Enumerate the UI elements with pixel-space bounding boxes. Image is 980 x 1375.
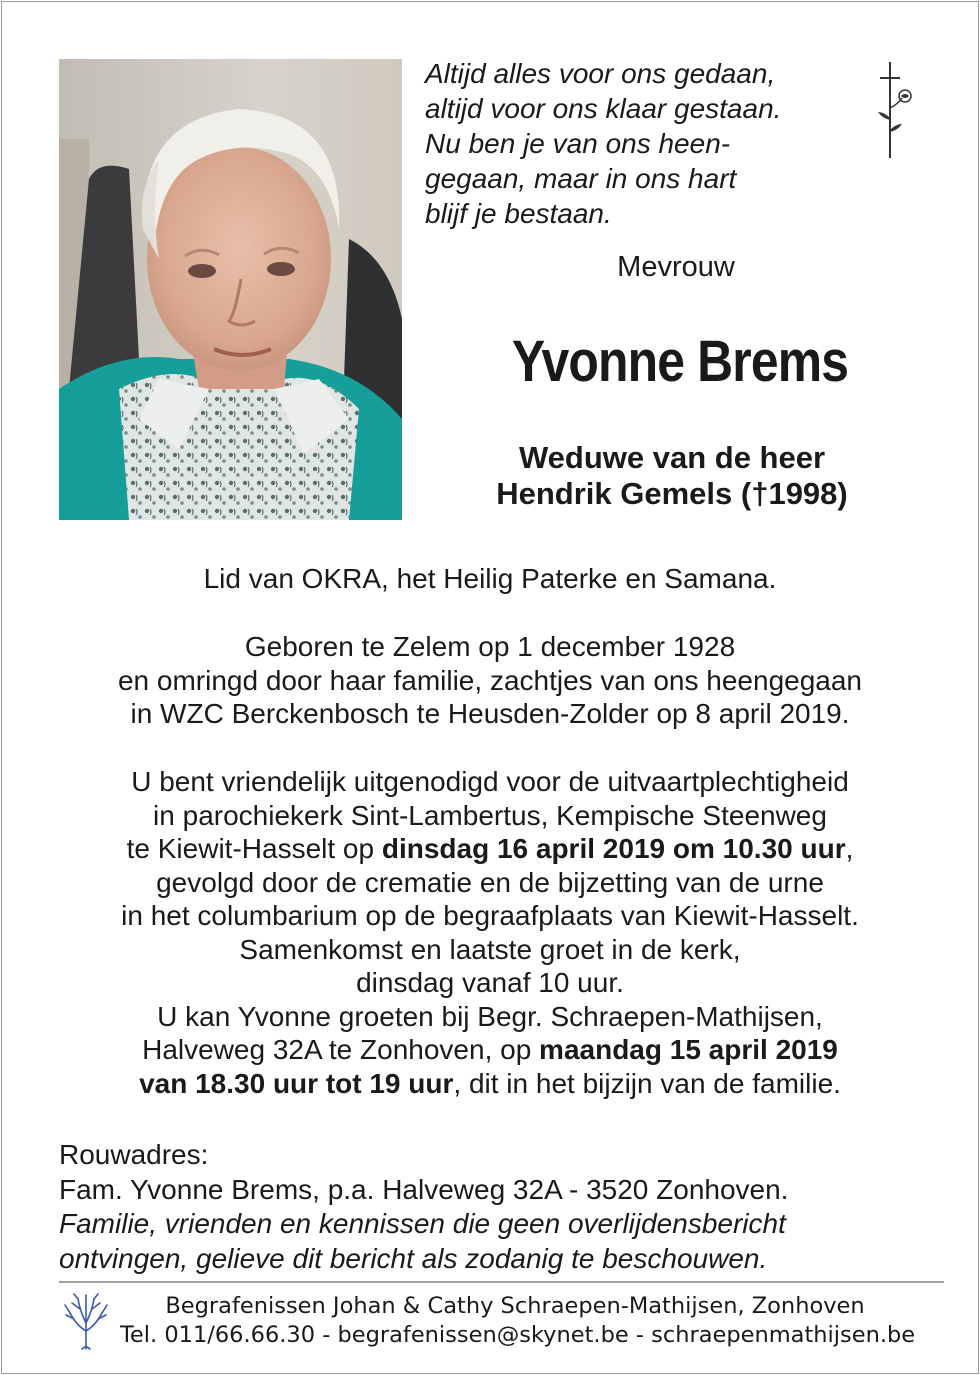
poem-line: Nu ben je van ons heen- — [425, 128, 731, 159]
ceremony-text-part: , dit in het bijzijn van de familie. — [453, 1067, 841, 1099]
address-line: Fam. Yvonne Brems, p.a. Halveweg 32A - 3520 Zonhoven. — [59, 1173, 789, 1205]
footer-divider — [59, 1281, 944, 1283]
address-note: Familie, vrienden en kennissen die geen overlijdensbericht — [59, 1208, 786, 1239]
funeral-home-contact: Tel. 011/66.66.30 - begrafenissen@skynet.be - schraepenmathijsen.be — [120, 1322, 916, 1348]
birth-death-text — [40, 630, 940, 731]
ceremony-line — [40, 1067, 940, 1101]
deceased-name: Yvonne Brems — [511, 329, 849, 394]
visitation-time: van 18.30 uur tot 19 uur — [139, 1067, 454, 1099]
portrait-photo — [59, 59, 402, 520]
ceremony-line — [40, 1033, 940, 1067]
ceremony-line: dinsdag vanaf 10 uur. — [356, 967, 624, 998]
ceremony-line: U kan Yvonne groeten bij Begr. Schraepen-Mathijsen, — [157, 1000, 823, 1032]
poem-line: blijf je bestaan. — [425, 198, 612, 229]
ceremony-line: in het columbarium op de begraafplaats van Kiewit-Hasselt. — [121, 900, 859, 931]
birth-line: in WZC Berckenbosch te Heusden-Zolder op 8 april 2019. — [130, 698, 850, 729]
ceremony-text — [40, 765, 940, 1100]
poem — [425, 56, 845, 231]
tree-logo-icon — [62, 1291, 110, 1351]
ceremony-text-part: , — [845, 833, 854, 864]
visitation-date: maandag 15 april 2019 — [539, 1034, 838, 1065]
birth-line: Geboren te Zelem op 1 december 1928 — [244, 631, 736, 662]
ceremony-line: U bent vriendelijk uitgenodigd voor de uitvaartplechtigheid — [131, 766, 849, 797]
ceremony-line: Samenkomst en laatste groet in de kerk, — [239, 933, 741, 965]
ceremony-text-part: te Kiewit-Hasselt op — [126, 833, 382, 864]
ceremony-text-part: Halveweg 32A te Zonhoven, op — [142, 1034, 540, 1065]
ceremony-line: in parochiekerk Sint-Lambertus, Kempische Steenweg — [153, 799, 827, 831]
cross-icon — [868, 58, 918, 162]
mourning-address — [59, 1138, 788, 1276]
poem-line: Altijd alles voor ons gedaan, — [425, 58, 776, 89]
birth-line: en omringd door haar familie, zachtjes van ons heengegaan — [117, 664, 863, 696]
ceremony-line: gevolgd door de crematie en de bijzetting van de urne — [156, 866, 824, 898]
address-label: Rouwadres: — [59, 1139, 209, 1170]
widow-line: Weduwe van de heer — [518, 440, 826, 475]
poem-line: altijd voor ons klaar gestaan. — [425, 93, 782, 124]
ceremony-line — [40, 832, 940, 866]
widow-of — [440, 440, 904, 512]
membership-text: Lid van OKRA, het Heilig Paterke en Samana. — [203, 563, 777, 594]
widow-line: Hendrik Gemels (†1998) — [496, 476, 848, 511]
funeral-date: dinsdag 16 april 2019 om 10.30 uur — [381, 833, 846, 864]
funeral-home-name: Begrafenissen Johan & Cathy Schraepen-Mathijsen, Zonhoven — [165, 1293, 865, 1319]
address-note: ontvingen, gelieve dit bericht als zodanig te beschouwen. — [59, 1242, 768, 1274]
poem-line: gegaan, maar in ons hart — [425, 163, 737, 194]
honorific: Mevrouw — [617, 251, 735, 283]
